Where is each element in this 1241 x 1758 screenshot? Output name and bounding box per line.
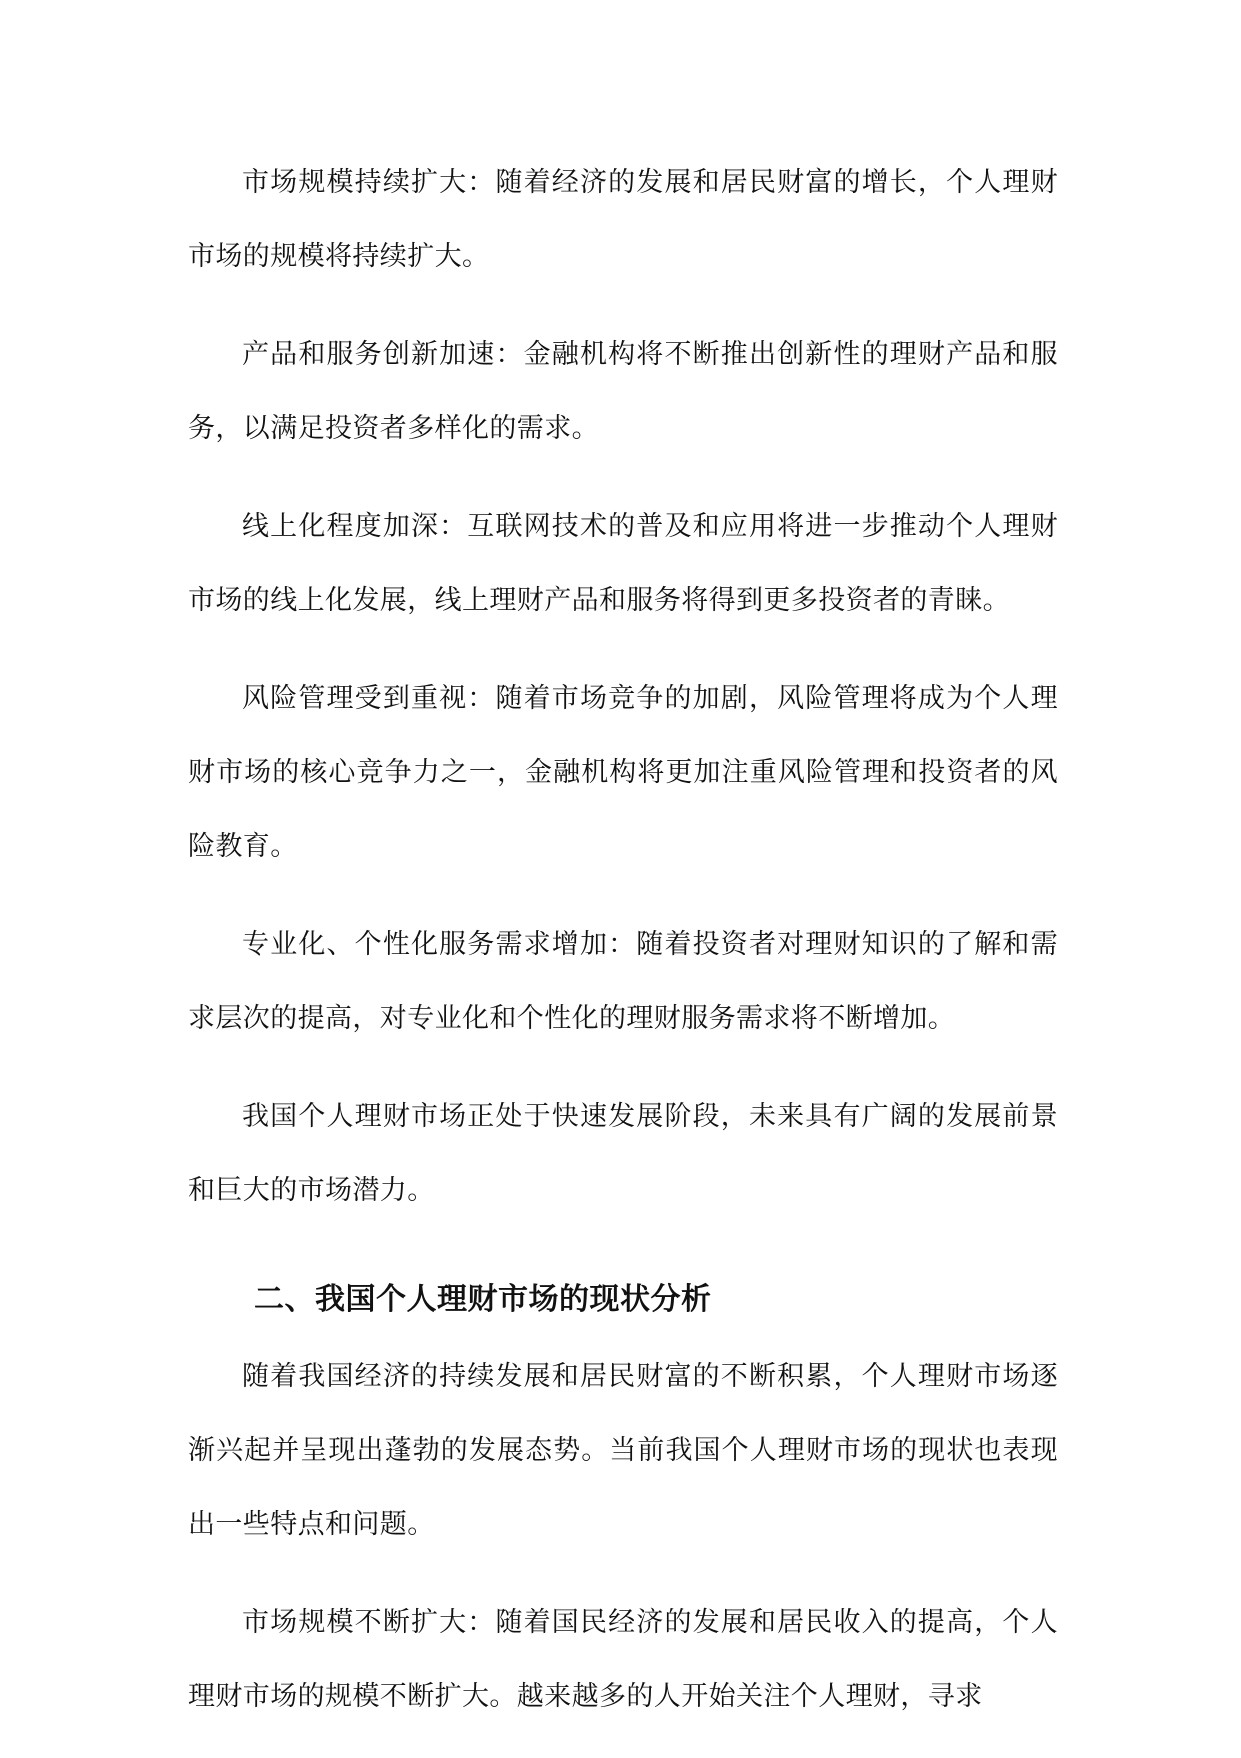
paragraph-status-intro: 随着我国经济的持续发展和居民财富的不断积累，个人理财市场逐渐兴起并呈现出蓬勃的发展态势。当前我国个人理财市场的现状也表现出一些特点和问题。	[188, 1361, 1058, 1540]
section-heading: 二、我国个人理财市场的现状分析	[254, 1282, 712, 1317]
paragraph-online-deepening: 线上化程度加深：互联网技术的普及和应用将进一步推动个人理财市场的线上化发展，线上理财产品和服务将得到更多投资者的青睐。	[188, 511, 1058, 616]
paragraph-personalized-service: 专业化、个性化服务需求增加：随着投资者对理财知识的了解和需求层次的提高，对专业化和个性化的理财服务需求将不断增加。	[188, 929, 1058, 1034]
paragraph-product-innovation: 产品和服务创新加速：金融机构将不断推出创新性的理财产品和服务，以满足投资者多样化的需求。	[188, 339, 1058, 444]
paragraph-market-scale-expansion: 市场规模持续扩大：随着经济的发展和居民财富的增长，个人理财市场的规模将持续扩大。	[188, 167, 1058, 272]
paragraph-status-market-scale: 市场规模不断扩大：随着国民经济的发展和居民收入的提高，个人理财市场的规模不断扩大。越来越多的人开始关注个人理财，寻求	[188, 1607, 1058, 1712]
document-body	[188, 146, 1058, 1758]
paragraph-summary: 我国个人理财市场正处于快速发展阶段，未来具有广阔的发展前景和巨大的市场潜力。	[188, 1101, 1058, 1206]
paragraph-risk-management: 风险管理受到重视：随着市场竞争的加剧，风险管理将成为个人理财市场的核心竞争力之一，金融机构将更加注重风险管理和投资者的风险教育。	[188, 683, 1058, 862]
